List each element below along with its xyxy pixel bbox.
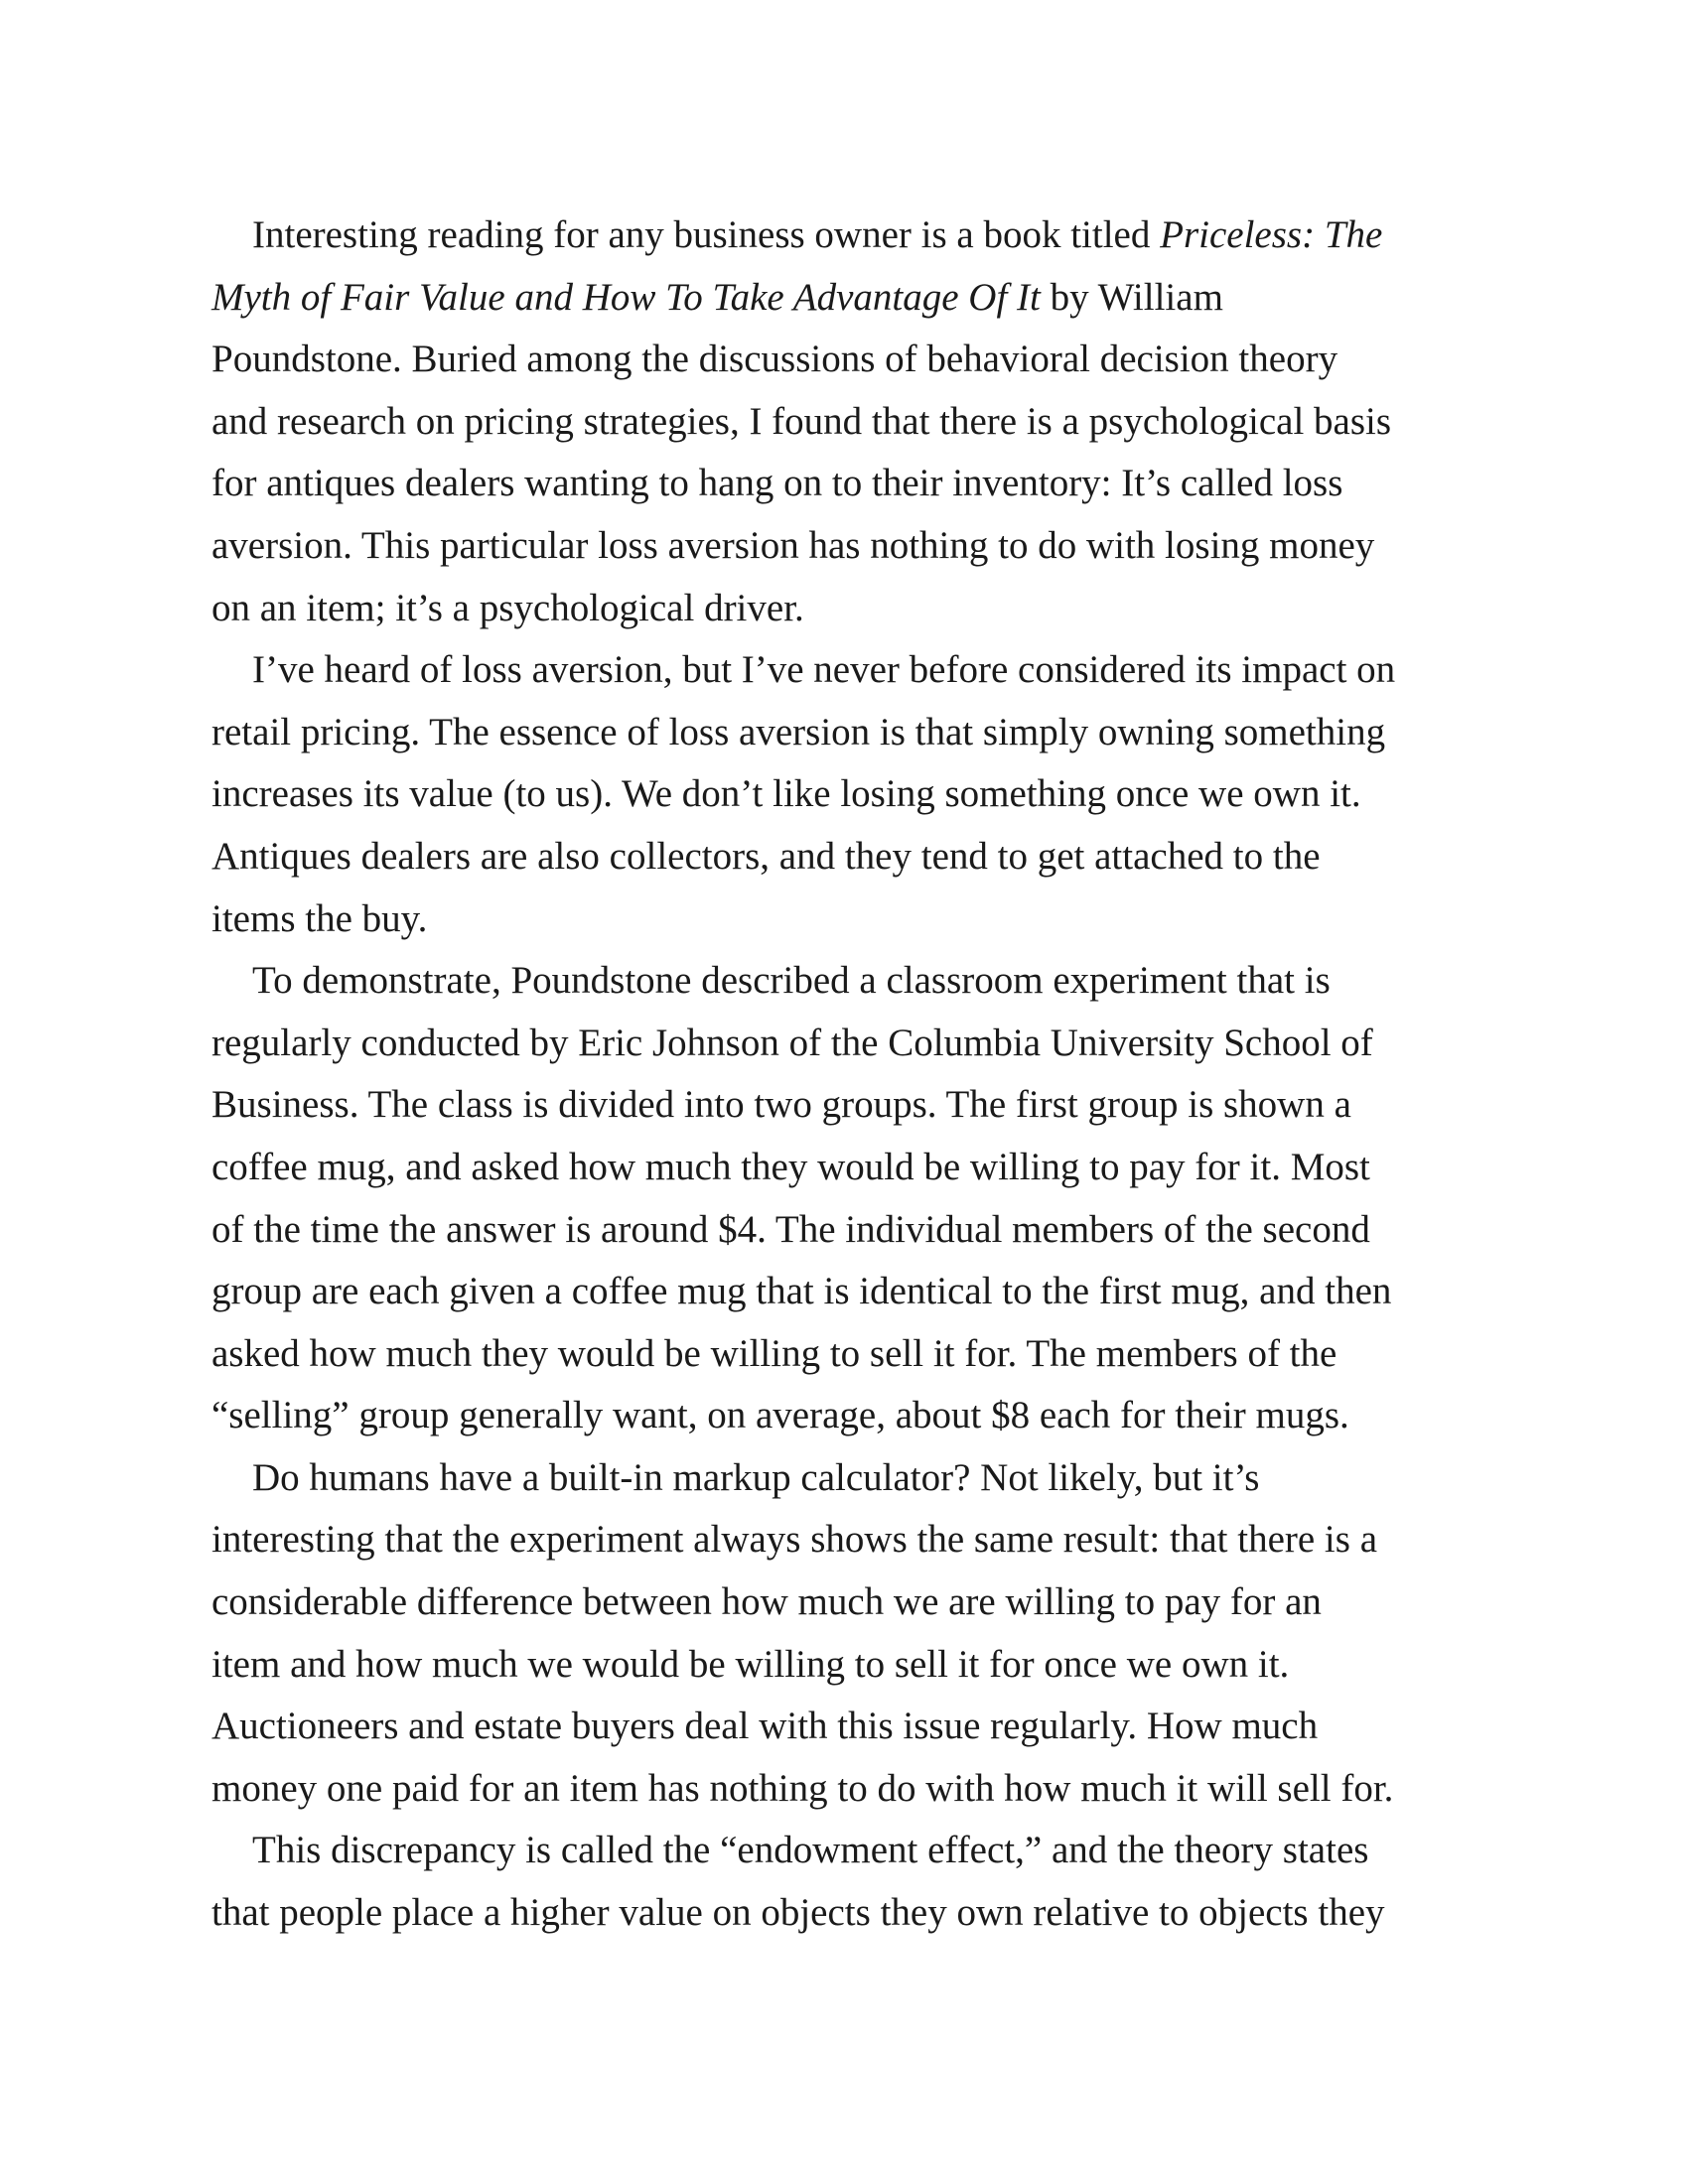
text-run: and research on pricing strategies, I found that there is a psychological basis <box>211 399 1392 443</box>
paragraph-5 <box>211 1820 1482 1944</box>
text-line <box>211 1571 1482 1634</box>
text-line <box>211 1137 1482 1199</box>
text-run: for antiques dealers wanting to hang on to their inventory: It’s called loss <box>211 462 1343 505</box>
text-run: I’ve heard of loss aversion, but I’ve never before considered its impact on <box>252 648 1396 692</box>
text-line <box>211 1696 1482 1758</box>
text-run: item and how much we would be willing to sell it for once we own it. <box>211 1642 1290 1686</box>
text-run: asked how much they would be willing to sell it for. The members of the <box>211 1331 1337 1375</box>
text-run: regularly conducted by Eric Johnson of the Columbia University School of <box>211 1021 1373 1064</box>
text-run: To demonstrate, Poundstone described a classroom experiment that is <box>252 959 1331 1003</box>
text-line <box>211 1634 1482 1697</box>
text-run: Interesting reading for any business owner is a book titled <box>252 213 1161 256</box>
text-run: money one paid for an item has nothing to do with how much it will sell for. <box>211 1766 1394 1810</box>
text-line <box>211 1820 1482 1882</box>
text-line <box>211 1074 1482 1137</box>
book-title-text: Priceless: The <box>1160 213 1383 256</box>
text-line <box>211 1447 1482 1510</box>
text-line <box>211 205 1482 267</box>
text-run: increases its value (to us). We don’t like losing something once we own it. <box>211 772 1361 816</box>
text-line <box>211 578 1482 640</box>
text-line <box>211 1013 1482 1075</box>
text-line <box>211 391 1482 454</box>
text-line <box>211 453 1482 515</box>
text-run: Antiques dealers are also collectors, and they tend to get attached to the <box>211 834 1321 878</box>
text-line <box>211 1199 1482 1262</box>
paragraph-1 <box>211 205 1482 639</box>
text-run: on an item; it’s a psychological driver. <box>211 586 804 629</box>
text-run: Auctioneers and estate buyers deal with this issue regularly. How much <box>211 1705 1319 1748</box>
text-line <box>211 515 1482 578</box>
text-line <box>211 1261 1482 1323</box>
text-line <box>211 267 1482 330</box>
text-line <box>211 950 1482 1013</box>
text-line <box>211 329 1482 391</box>
text-line <box>211 1758 1482 1821</box>
text-line <box>211 702 1482 764</box>
text-run: Business. The class is divided into two groups. The first group is shown a <box>211 1083 1351 1127</box>
text-line <box>211 639 1482 702</box>
text-run: of the time the answer is around $4. The individual members of the second <box>211 1207 1370 1251</box>
text-run: interesting that the experiment always shows the same result: that there is a <box>211 1518 1377 1562</box>
text-line <box>211 1882 1482 1945</box>
text-line <box>211 1385 1482 1447</box>
text-run: aversion. This particular loss aversion has nothing to do with losing money <box>211 523 1375 567</box>
text-line <box>211 826 1482 888</box>
text-run: coffee mug, and asked how much they would be willing to pay for it. Most <box>211 1145 1370 1188</box>
text-line <box>211 763 1482 826</box>
paragraph-3 <box>211 950 1482 1447</box>
text-run: group are each given a coffee mug that is identical to the first mug, and then <box>211 1270 1392 1313</box>
text-run: items the buy. <box>211 896 428 940</box>
paragraph-2 <box>211 639 1482 950</box>
book-title-text: Myth of Fair Value and How To Take Advantage Of It <box>211 275 1041 319</box>
paragraph-4 <box>211 1447 1482 1821</box>
text-line <box>211 888 1482 951</box>
text-run: “selling” group generally want, on average, about $8 each for their mugs. <box>211 1394 1349 1437</box>
text-run: This discrepancy is called the “endowment effect,” and the theory states <box>252 1829 1369 1872</box>
text-run: retail pricing. The essence of loss aversion is that simply owning something <box>211 710 1386 753</box>
body-text <box>211 205 1482 1945</box>
text-run: Do humans have a built-in markup calculator? Not likely, but it’s <box>252 1455 1260 1499</box>
text-run: considerable difference between how much we are willing to pay for an <box>211 1580 1322 1624</box>
text-run: Poundstone. Buried among the discussions of behavioral decision theory <box>211 338 1338 381</box>
text-run: by William <box>1040 275 1223 319</box>
text-run: that people place a higher value on objects they own relative to objects they <box>211 1891 1385 1935</box>
text-line <box>211 1323 1482 1386</box>
text-line <box>211 1509 1482 1571</box>
